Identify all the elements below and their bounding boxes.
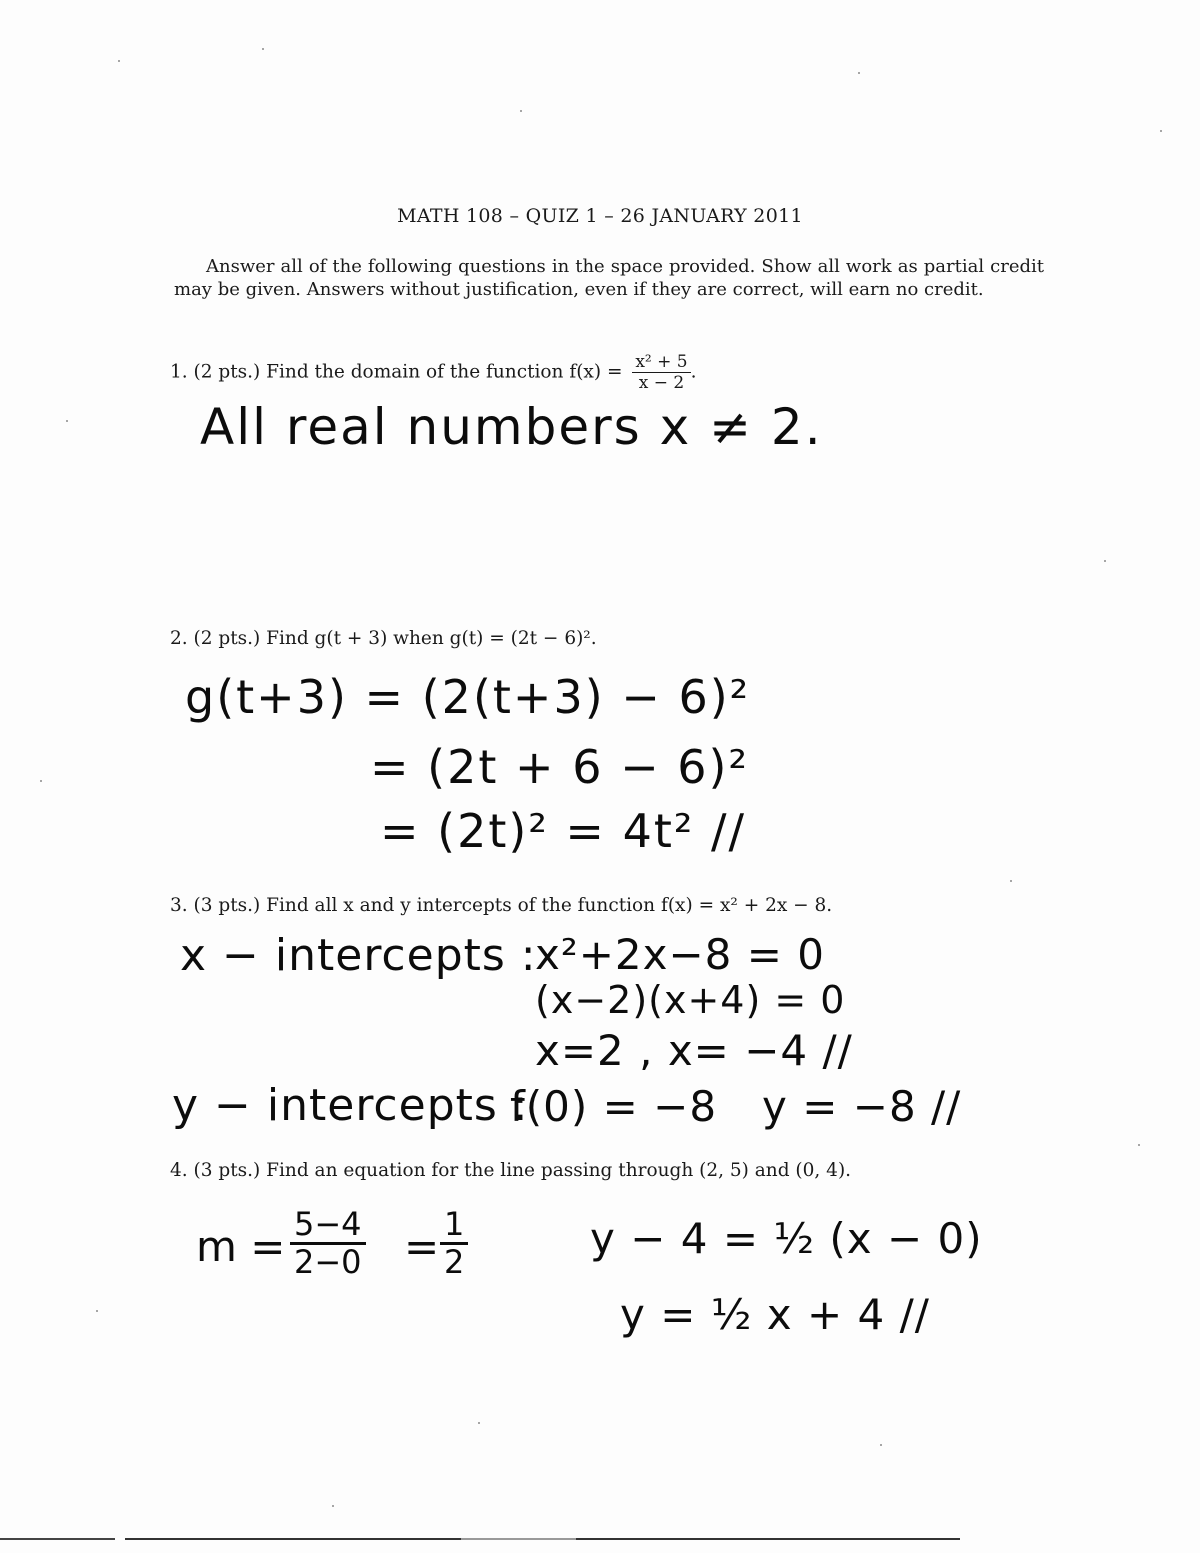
scan-speck [1010,880,1012,882]
question-1-fraction [632,352,690,393]
answer-3-y-work: f(0) = −8 [510,1082,718,1131]
answer-1-line: All real numbers x ≠ 2. [200,398,823,456]
scan-speck [332,1505,334,1507]
answer-3-x-line-3-text: x=2 , x= −4 [535,1026,809,1075]
instructions-paragraph: Answer all of the following questions in the space provided. Show all work as partial credit may be given. Answers without justification, even if they are correct, will earn no credit. [174,256,1044,300]
answer-3-y-result-text: y = −8 [762,1082,917,1131]
scan-speck [262,48,264,50]
answer-3-x-line-3 [535,1026,853,1075]
answer-4-slope-numerator: 5−4 [290,1206,366,1245]
question-1-fraction-numerator: x² + 5 [632,352,690,373]
answer-4-equals-sign: = [404,1222,440,1271]
question-1-tail: . [690,361,697,383]
scan-speck [880,1444,882,1446]
page-title: MATH 108 – QUIZ 1 – 26 JANUARY 2011 [397,205,803,227]
answer-3-x-label: x − intercepts : [180,930,537,981]
answer-4-slope-denominator: 2−0 [294,1243,362,1281]
answer-4-point-slope: y − 4 = ½ (x − 0) [590,1214,983,1263]
scan-bottom-edge [0,1538,960,1540]
answer-3-y-result [762,1082,961,1131]
answer-4-m-label: m = [196,1222,286,1271]
question-1-fraction-denominator: x − 2 [638,373,685,393]
answer-3-x-line-2: (x−2)(x+4) = 0 [535,978,846,1022]
scan-speck [478,1422,480,1424]
answer-2-line-1: g(t+3) = (2(t+3) − 6)² [185,670,751,724]
answer-2-line-2: = (2t + 6 − 6)² [370,740,749,794]
question-1-prompt: 1. (2 pts.) Find the domain of the function f(x) = [170,361,623,383]
question-1 [170,352,697,393]
answer-4-slope-value-numerator: 1 [440,1206,468,1245]
scan-speck [1138,1144,1140,1146]
scan-speck [858,72,860,74]
answer-4-final-text: y = ½ x + 4 [620,1290,886,1339]
answer-4-slope-value-denominator: 2 [444,1243,465,1281]
answer-3-y-mark: // [931,1082,962,1131]
scan-speck [66,420,68,422]
answer-2-line-3 [380,804,746,858]
answer-2-line-3-text: = (2t)² = 4t² [380,804,695,858]
scan-speck [520,110,522,112]
answer-4-final [620,1290,930,1339]
answer-3-x-mark: // [822,1026,853,1075]
answer-4-slope-fraction [290,1206,366,1279]
answer-4-final-mark: // [899,1290,930,1339]
question-4-prompt: 4. (3 pts.) Find an equation for the line passing through (2, 5) and (0, 4). [170,1160,852,1181]
scan-speck [40,780,42,782]
scan-speck [1104,560,1106,562]
scan-speck [96,1310,98,1312]
answer-4-slope-value [440,1206,468,1279]
scan-speck [1160,130,1162,132]
answer-3-x-line-1: x²+2x−8 = 0 [535,930,825,979]
answer-3-y-label: y − intercepts : [172,1080,529,1131]
question-3-prompt: 3. (3 pts.) Find all x and y intercepts of the function f(x) = x² + 2x − 8. [170,895,833,916]
answer-2-final-mark: // [710,804,746,858]
scan-speck [118,60,120,62]
question-2-prompt: 2. (2 pts.) Find g(t + 3) when g(t) = (2t − 6)². [170,628,597,649]
